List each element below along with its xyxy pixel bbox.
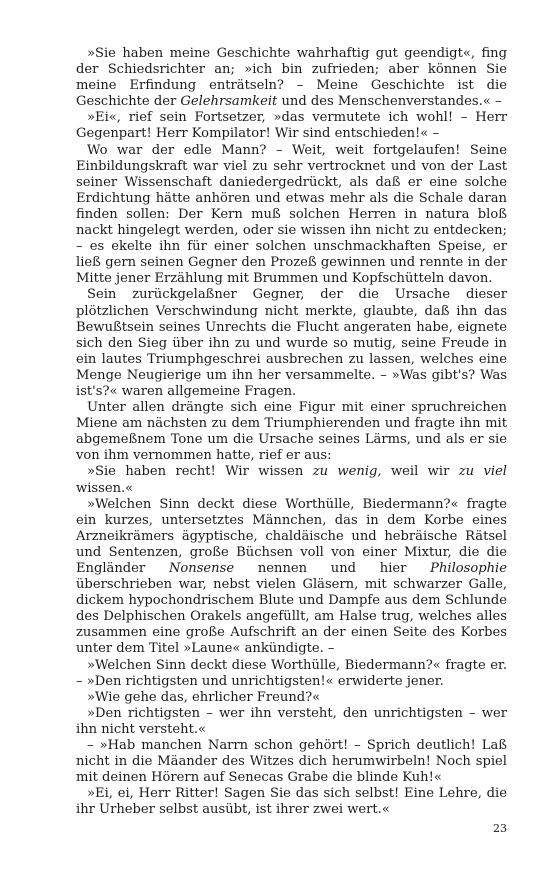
paragraph (76, 143, 507, 288)
paragraph (76, 658, 507, 690)
text-run: nennen und hier (234, 561, 431, 576)
page-number: 23 (493, 822, 507, 835)
paragraph (76, 400, 507, 464)
italic-text: zu wenig, (312, 464, 382, 480)
text-run: »Welchen Sinn deckt diese Worthülle, Biedermann?« fragte er. – »Den richtigsten und unrichtigsten!« erwiderte jener. (76, 657, 507, 689)
paragraph (76, 786, 507, 818)
text-run: »Wie gehe das, ehrlicher Freund?« (87, 689, 321, 705)
text-run: überschrieben war, nebst vielen Gläsern, mit schwarzer Galle, dickem hypochondrischem Blute und Dampfe aus dem Schlunde des Delphischen Orakels angefüllt, am Halse trug, welches alles zusammen eine große Aufschrift an der einen Seite des Korbes unter dem Titel »Laune« ankündigte. – (76, 577, 507, 657)
text-run: »Sie haben meine Geschichte wahrhaftig gut geendigt«, fing der Schiedsrichter an; »ich bin zufrieden; aber können Sie meine Erfindung enträtseln? – Meine Geschichte ist die Geschichte der (76, 46, 507, 110)
text-run: »Ei«, rief sein Fortsetzer, »das vermutete ich wohl! – Herr Gegenpart! Herr Kompilator! Wir sind entschieden!« – (76, 110, 507, 142)
italic-text: Gelehrsamkeit (180, 94, 278, 110)
paragraph (76, 287, 507, 400)
text-run: »Sie haben recht! Wir wissen (87, 464, 313, 480)
text-run: Sein zurückgelaßner Gegner, der die Ursache dieser plötzlichen Verschwindung nicht merkte, glaubte, daß ihn das Bewußtsein seines Unrechts die Flucht angeraten habe, eignete sich den Sieg über ihn zu und wurde so mutig, seine Freude in ein lautes Triumphgeschrei ausbrechen zu lassen, welches eine Menge Neugierige um ihn her versammelte. – »Was gibt's? Was ist's?« waren allgemeine Fragen. (76, 287, 507, 399)
italic-text: Philosophie (430, 561, 507, 576)
italic-text: zu viel (458, 464, 507, 480)
text-run: wissen.« (76, 480, 134, 496)
italic-text: Nonsense (168, 561, 235, 576)
text-run: »Welchen Sinn deckt diese Worthülle, Biedermann?« fragte ein kurzes, untersetztes Männchen, das in dem Korbe eines Arzneikrämers ägyptische, chaldäische und hebräische Rätsel und Sentenzen, große Büchsen voll von einer Mixtur, die die Engländer (76, 496, 507, 576)
text-run: Unter allen drängte sich eine Figur mit einer spruchreichen Miene am nächsten zu dem Triumphierenden und fragte ihn mit abgemeßnem Tone um die Ursache seines Lärms, und als er sie von ihm vernommen hatte, rief er aus: (76, 400, 507, 464)
text-run: »Den richtigsten – wer ihn versteht, den unrichtigsten – wer ihn nicht versteht.« (76, 705, 507, 737)
paragraph (76, 464, 507, 496)
page-body (76, 46, 507, 819)
text-run: und des Menschenverstandes.« – (277, 94, 502, 110)
paragraph (76, 46, 507, 110)
text-run: »Ei, ei, Herr Ritter! Sagen Sie das sich selbst! Eine Lehre, die ihr Urheber selbst ausübt, ist ihrer zwei wert.« (76, 786, 507, 818)
text-run: – »Hab manchen Narrn schon gehört! – Sprich deutlich! Laß nicht in die Mäander des Witzes dich herumwirbeln! Noch spiel mit deinen Hörern auf Senecas Grabe die blinde Kuh!« (76, 738, 507, 786)
paragraph (76, 706, 507, 738)
paragraph (76, 690, 507, 706)
paragraph (76, 738, 507, 786)
text-run: Wo war der edle Mann? – Weit, weit fortgelaufen! Seine Einbildungskraft war viel zu sehr vertrocknet und von der Last seiner Wissenschaft daniedergedrückt, als daß er eine solche Erdichtung hätte anhören und etwas mehr als die Schale daran finden sollen: Der Kern muß solchen Herren in natura bloß nackt hingelegt werden, oder sie wissen ihn nicht zu entdecken; – es ekelte ihn für einer solchen unschmackhaften Speise, er ließ gern seinen Gegner den Prozeß gewinnen und rennte in der Mitte jener Erzählung mit Brummen und Kopfschütteln davon. (76, 142, 507, 287)
paragraph (76, 110, 507, 142)
text-run: weil wir (381, 464, 459, 480)
paragraph (76, 497, 507, 658)
